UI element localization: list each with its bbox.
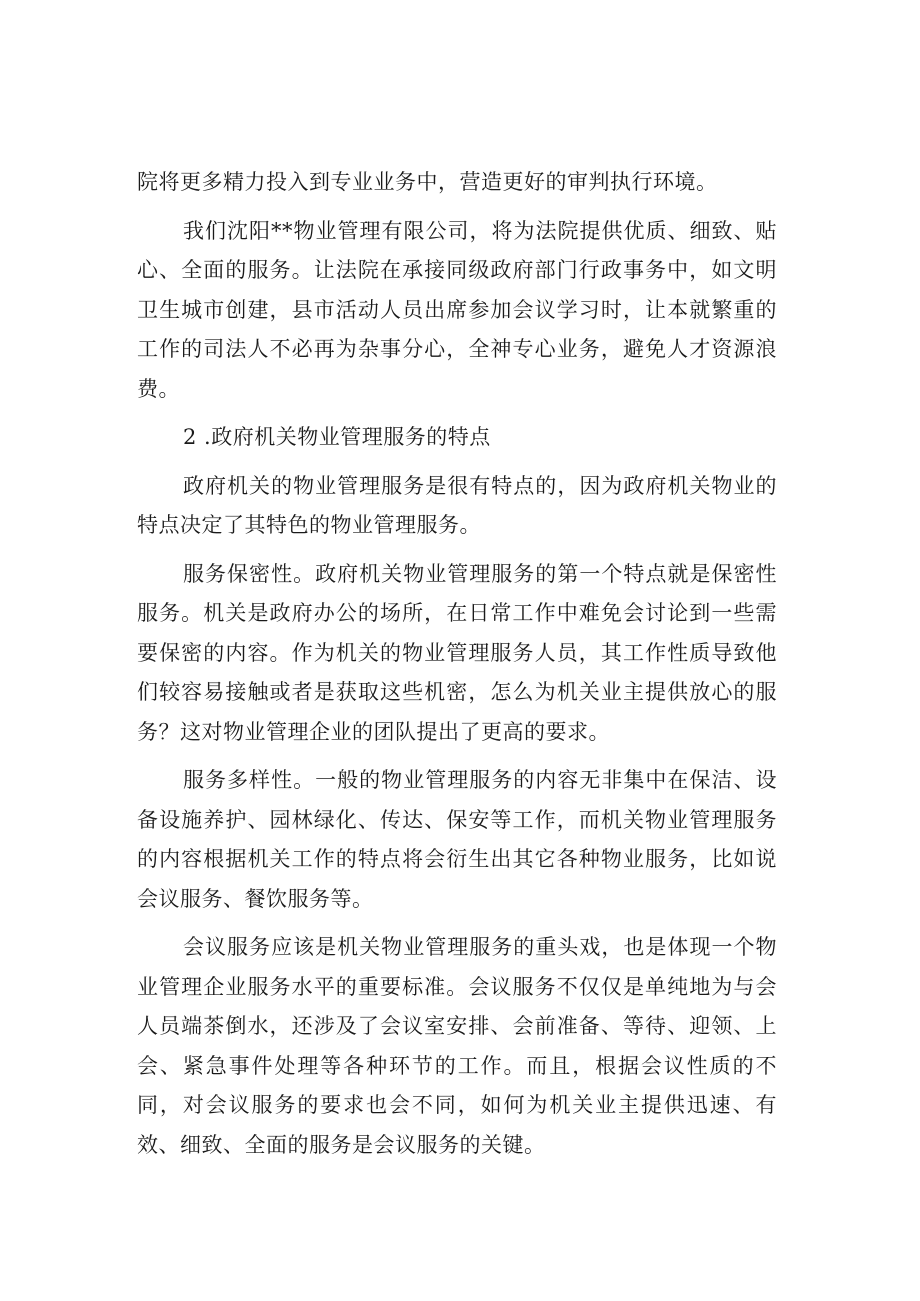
paragraph-confidentiality: 服务保密性。政府机关物业管理服务的第一个特点就是保密性服务。机关是政府办公的场所，在日常工作中难免会讨论到一些需要保密的内容。作为机关的物业管理服务人员，其工作性质导致他们较容易接触或者是获取这些机密，怎么为机关业主提供放心的服务？这对物业管理企业的团队提出了更高的要求。 [137, 561, 777, 744]
paragraph-company-intro: 我们沈阳**物业管理有限公司，将为法院提供优质、细致、贴心、全面的服务。让法院在承接同级政府部门行政事务中，如文明卫生城市创建，县市活动人员出席参加会议学习时，让本就繁重的工作的司法人不必再为杂事分心，全神专心业务，避免人才资源浪费。 [137, 218, 777, 401]
section-heading: 2 .政府机关物业管理服务的特点 [183, 425, 491, 449]
paragraph-diversity: 服务多样性。一般的物业管理服务的内容无非集中在保洁、设备设施养护、园林绿化、传达、保安等工作，而机关物业管理服务的内容根据机关工作的特点将会衍生出其它各种物业服务，比如说会议服务、餐饮服务等。 [137, 768, 777, 911]
paragraph-meeting-service: 会议服务应该是机关物业管理服务的重头戏，也是体现一个物业管理企业服务水平的重要标准。会议服务不仅仅是单纯地为与会人员端茶倒水，还涉及了会议室安排、会前准备、等待、迎领、上会、紧急事件处理等各种环节的工作。而且，根据会议性质的不同，对会议服务的要求也会不同，如何为机关业主提供迅速、有效、细致、全面的服务是会议服务的关键。 [137, 935, 777, 1157]
paragraph-features-intro: 政府机关的物业管理服务是很有特点的，因为政府机关物业的特点决定了其特色的物业管理服务。 [137, 473, 777, 537]
document-body [137, 163, 777, 1174]
paragraph-continuation: 院将更多精力投入到专业业务中，营造更好的审判执行环境。 [137, 170, 718, 194]
